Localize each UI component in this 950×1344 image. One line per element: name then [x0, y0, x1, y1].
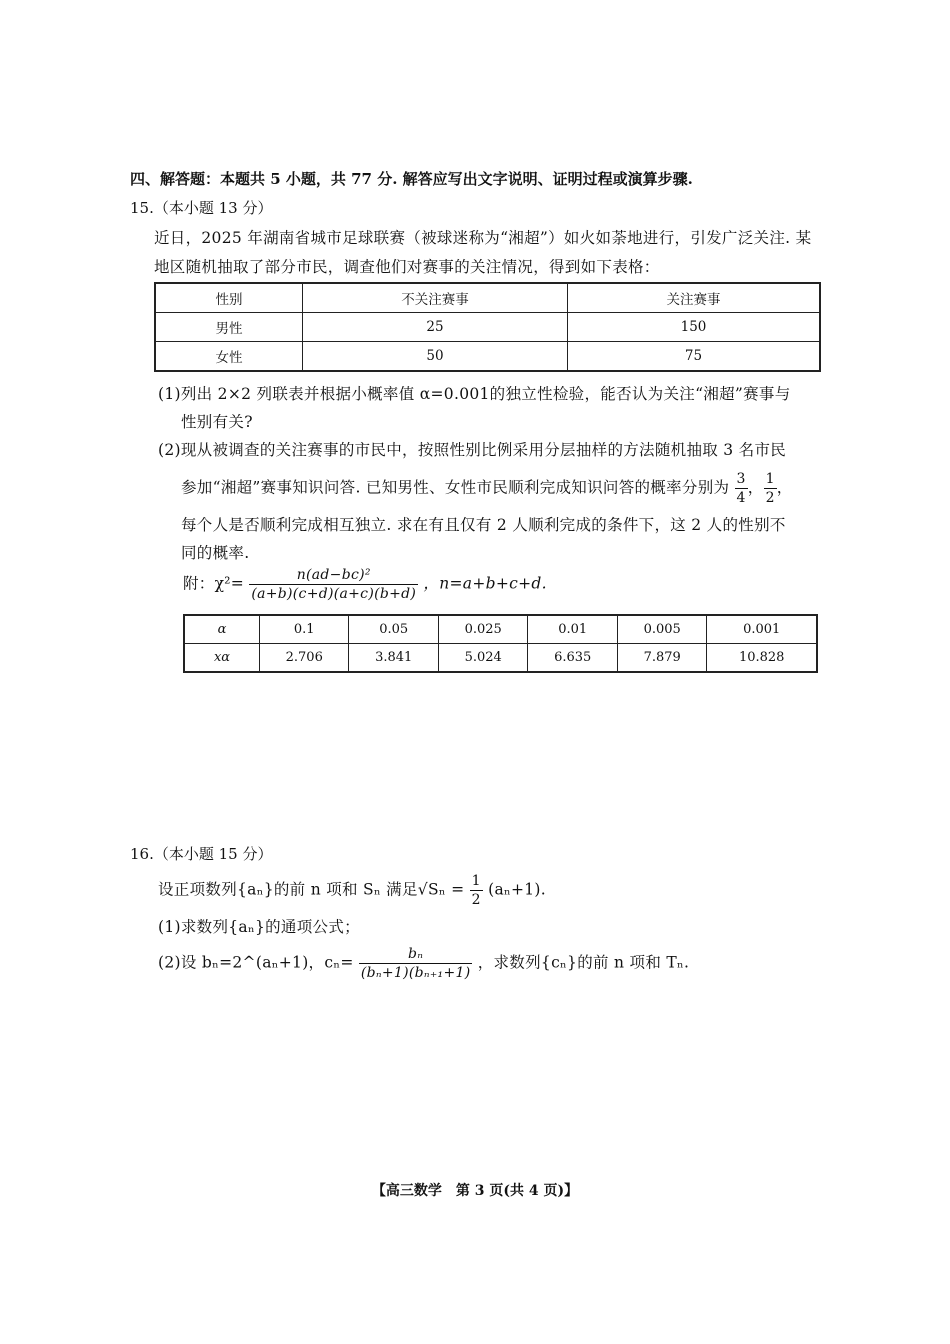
chi-square-formula: [183, 566, 547, 603]
q15-part2-line1: (2)现从被调查的关注赛事的市民中，按照性别比例采用分层抽样的方法随机抽取 3 名市民: [158, 441, 787, 459]
q15-intro-line1: 近日，2025 年湖南省城市足球联赛（被球迷称为“湘超”）如火如荼地进行，引发广泛关注. 某: [154, 229, 812, 247]
table-cell: 0.01: [528, 615, 617, 644]
q15-part1-line2: 性别有关?: [181, 413, 253, 431]
table-cell: 6.635: [528, 644, 617, 673]
table-cell: 10.828: [707, 644, 817, 673]
table-cell: 50: [303, 342, 568, 372]
q15-number: 15.（本小题 13 分）: [130, 199, 273, 217]
q16-number: 16.（本小题 15 分）: [130, 845, 273, 863]
fraction-denominator: 2: [765, 490, 775, 506]
table-header-cell: 不关注赛事: [303, 283, 568, 313]
table-cell: 女性: [155, 342, 303, 372]
appendix-label: 附：χ²=: [183, 574, 245, 593]
q15-part2-line4: 同的概率.: [181, 544, 250, 562]
q15-part2-line3: 每个人是否顺利完成相互独立. 求在有且仅有 2 人顺利完成的条件下，这 2 人的性别不: [181, 516, 786, 534]
table-cell: 75: [568, 342, 821, 372]
q15-intro-line2: 地区随机抽取了部分市民，调查他们对赛事的关注情况，得到如下表格：: [154, 258, 660, 276]
c-n-fraction: [359, 945, 473, 982]
table-cell: 男性: [155, 313, 303, 342]
q16-line1-text: 设正项数列{aₙ}的前 n 项和 Sₙ 满足√Sₙ =: [158, 880, 465, 899]
section-heading: 四、解答题：本题共 5 小题，共 77 分. 解答应写出文字说明、证明过程或演算步骤.: [130, 170, 693, 188]
survey-table: [154, 282, 821, 372]
q16-line1: [158, 872, 546, 909]
fraction-denominator: (a+b)(c+d)(a+c)(b+d): [251, 586, 417, 602]
q15-part1-line1: (1)列出 2×2 列联表并根据小概率值 α=0.001的独立性检验，能否认为关注“湘超”赛事与: [158, 385, 791, 403]
fraction-numerator: 1: [765, 471, 775, 487]
table-cell: 0.001: [707, 615, 817, 644]
chi-square-fraction: [249, 566, 418, 603]
fraction-denominator: 2: [471, 892, 481, 908]
fraction-numerator: 1: [471, 873, 481, 889]
table-cell: 7.879: [617, 644, 706, 673]
table-cell: 25: [303, 313, 568, 342]
half-fraction: [470, 872, 483, 909]
fraction-numerator: n(ad−bc)²: [249, 566, 418, 585]
table-cell: 0.05: [349, 615, 438, 644]
q16-part2: [158, 945, 689, 982]
page-footer: 【高三数学 第 3 页(共 4 页)】: [371, 1183, 579, 1199]
fraction-numerator: 3: [736, 471, 746, 487]
table-cell: 0.005: [617, 615, 706, 644]
table-cell: 3.841: [349, 644, 438, 673]
q15-part2-line2: 参加“湘超”赛事知识问答. 已知男性、女性市民顺利完成知识问答的概率分别为 $\frac{3}{4}$ ， $\frac{1}{2}$ ，: [181, 471, 793, 506]
table-cell: α: [184, 615, 260, 644]
male-probability-fraction: [735, 470, 748, 507]
q15-part2-line2-text: 参加“湘超”赛事知识问答. 已知男性、女性市民顺利完成知识问答的概率分别为: [181, 478, 730, 497]
table-cell: 150: [568, 313, 821, 342]
table-cell: 5.024: [438, 644, 527, 673]
table-header-row: [155, 283, 820, 313]
table-row: [184, 644, 817, 673]
table-row: [184, 615, 817, 644]
female-probability-fraction: [764, 470, 777, 507]
table-header-cell: 性别: [155, 283, 303, 313]
q16-part2-tail: ，求数列{cₙ}的前 n 项和 Tₙ.: [477, 953, 690, 972]
table-cell: 0.025: [438, 615, 527, 644]
q16-part2-text: (2)设 bₙ=2^(aₙ+1)，cₙ=: [158, 953, 354, 972]
q16-line1-tail: (aₙ+1).: [488, 880, 547, 899]
fraction-numerator: bₙ: [359, 945, 473, 964]
table-header-cell: 关注赛事: [568, 283, 821, 313]
appendix-tail: ，n=a+b+c+d.: [423, 574, 547, 593]
fraction-denominator: (bₙ+1)(bₙ₊₁+1): [360, 965, 471, 981]
table-cell: 2.706: [260, 644, 349, 673]
q16-part1: (1)求数列{aₙ}的通项公式；: [158, 918, 360, 936]
table-cell: 0.1: [260, 615, 349, 644]
table-cell: xα: [184, 644, 260, 673]
table-row: [155, 342, 820, 372]
table-row: [155, 313, 820, 342]
fraction-denominator: 4: [736, 490, 746, 506]
critical-value-table: [183, 614, 818, 673]
